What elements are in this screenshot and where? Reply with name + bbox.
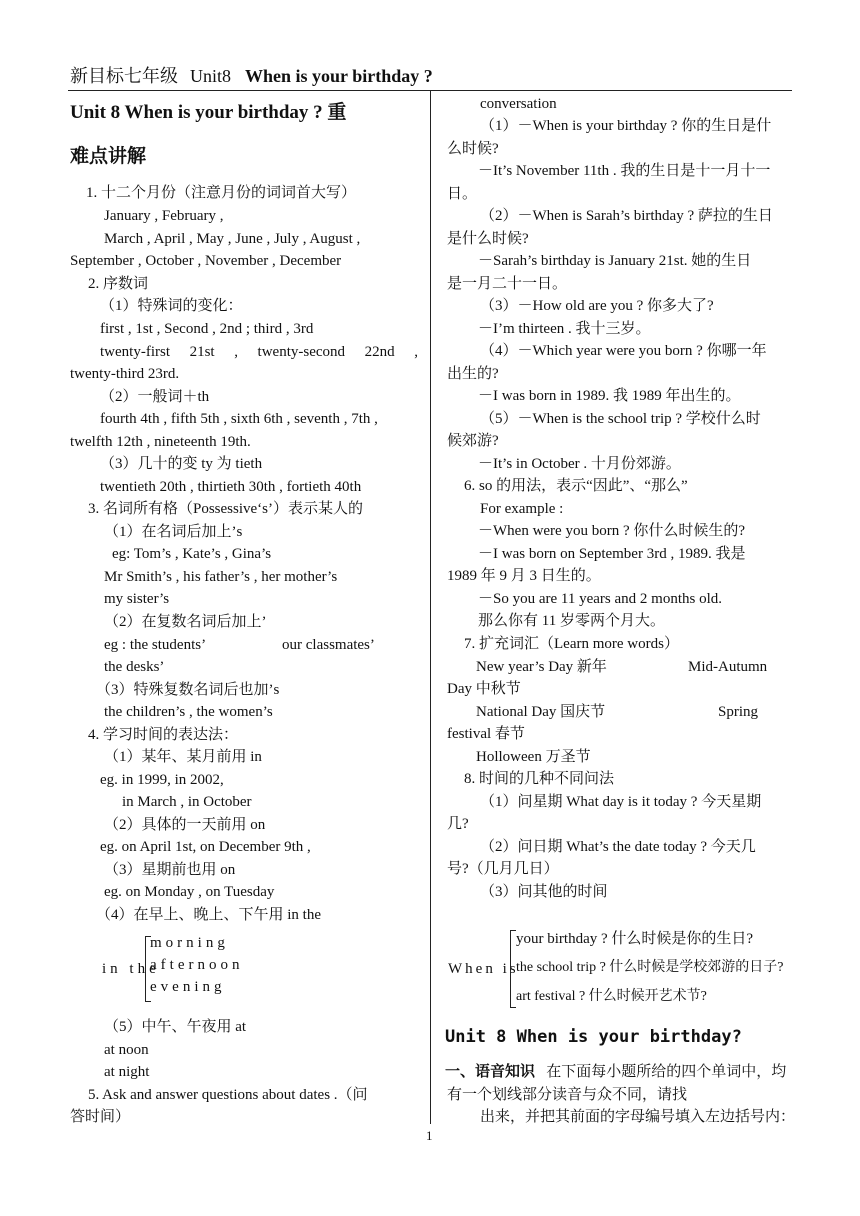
r3b: －I’m thirteen . 我十三岁。 — [478, 321, 651, 337]
s4-e: （5）中午、午夜用 at — [104, 1019, 247, 1035]
tod-afternoon: afternoon — [150, 957, 244, 973]
s2-c1: twentieth 20th , thirtieth 30th , fortieth 40th — [100, 479, 362, 495]
s5-cont: 答时间） — [70, 1109, 131, 1125]
r5a: （5）－When is the school trip ? 学校什么时 — [480, 411, 761, 427]
s4-c1: eg. on Monday , on Tuesday — [104, 884, 275, 900]
s3-b: （2）在复数名词后加上’ — [104, 614, 267, 630]
s4-a: （1）某年、某月前用 in — [104, 749, 262, 765]
s8-title: 8. 时间的几种不同问法 — [464, 771, 615, 787]
header-unit: Unit8 — [190, 66, 232, 86]
s2-a3: twenty-third 23rd. — [70, 366, 180, 382]
r4b: 出生的? — [447, 366, 499, 382]
s8-c: （3）问其他的时间 — [480, 884, 608, 900]
s7-4: festival 春节 — [447, 726, 525, 742]
s2-a2-6: , — [414, 344, 418, 360]
s5-title: 5. Ask and answer questions about dates .（问 — [88, 1087, 368, 1103]
s7-5: Holloween 万圣节 — [476, 749, 591, 765]
s3-c1: the children’s , the women’s — [104, 704, 273, 720]
s3-a3: my sister’s — [104, 591, 170, 607]
s4-a2: in March , in October — [122, 794, 252, 810]
s8-a: （1）问星期 What day is it today ? 今天星期 — [480, 794, 762, 810]
s2-b: （2）一般词＋th — [100, 389, 210, 405]
r1a: （1）－When is your birthday ? 你的生日是什 — [480, 118, 772, 134]
s4-title: 4. 学习时间的表达法： — [88, 727, 239, 743]
when-list — [516, 930, 806, 1006]
time-of-day-list — [150, 934, 244, 996]
s4-a1: eg. in 1999, in 2002, — [100, 772, 224, 788]
s7-3b: Spring — [718, 704, 759, 720]
r5c: －It’s in October . 十月份郊游。 — [478, 456, 681, 472]
when-item-birthday: your birthday ? 什么时候是你的生日? — [516, 931, 754, 947]
s3-a: （1）在名词后加上’s — [104, 524, 243, 540]
r3a: （3）－How old are you ? 你多大了? — [480, 298, 714, 314]
s2-a2-3: , — [234, 344, 238, 360]
s4-e1: at noon — [104, 1042, 149, 1058]
s2-c: （3）几十的变 ty 为 tieth — [100, 456, 263, 472]
s2-a2-5: 22nd — [364, 344, 395, 360]
r1b: 么时候? — [447, 141, 499, 157]
in-the-prefix: in the — [102, 961, 160, 977]
s2-title: 2. 序数词 — [88, 276, 149, 292]
s2-a1: first , 1st , Second , 2nd ; third , 3rd — [100, 321, 314, 337]
s6-4: 1989 年 9 月 3 日生的。 — [447, 568, 601, 584]
r1c: －It’s November 11th . 我的生日是十一月十一 — [478, 163, 771, 179]
r5b: 候郊游? — [447, 433, 499, 449]
s2-b1: fourth 4th , fifth 5th , sixth 6th , seventh , 7th , — [100, 411, 378, 427]
s7-title: 7. 扩充词汇（Learn more words） — [464, 636, 679, 652]
s3-b2: the desks’ — [104, 659, 165, 675]
s7-1b: Mid-Autumn — [688, 659, 768, 675]
s2-a: （1）特殊词的变化： — [100, 298, 243, 314]
s3-b1a: eg : the students’ — [104, 637, 207, 653]
page-header — [70, 62, 433, 88]
s1-line3: September , October , November , December — [70, 253, 342, 269]
part1-text: 在下面每小题所给的四个单词中，均 — [546, 1064, 787, 1080]
part1-3: 出来，并把其前面的字母编号填入左边括号内： — [480, 1109, 796, 1125]
heading-line-2: 难点讲解 — [70, 146, 147, 167]
part1-label: 一、语音知识 — [445, 1064, 536, 1080]
s3-c: （3）特殊复数名词后也加’s — [96, 682, 280, 698]
s2-b2: twelfth 12th , nineteenth 19th. — [70, 434, 251, 450]
column-divider — [430, 90, 431, 1124]
s3-b1b: our classmates’ — [282, 637, 375, 653]
s8-a2: 几? — [447, 816, 469, 832]
header-title-cn: 新目标七年级 — [70, 66, 178, 86]
s7-2: Day 中秋节 — [447, 681, 521, 697]
r4a: （4）－Which year were you born ? 你哪一年 — [480, 343, 767, 359]
tod-morning: morning — [150, 935, 229, 951]
when-item-school-trip: the school trip ? 什么时候是学校郊游的日子? — [516, 960, 784, 975]
s6-1: For example : — [480, 501, 564, 517]
s7-3a: National Day 国庆节 — [476, 704, 606, 720]
r4c: －I was born in 1989. 我 1989 年出生的。 — [478, 388, 741, 404]
s2-a2-1: twenty-first — [100, 344, 170, 360]
heading-line-1: Unit 8 When is your birthday ? 重 — [70, 102, 347, 123]
r0: conversation — [480, 96, 557, 112]
part1-2: 有一个划线部分读音与众不同，请找 — [447, 1087, 688, 1103]
s6-2: －When were you born ? 你什么时候生的? — [478, 523, 746, 539]
section-heading: Unit 8 When is your birthday? — [445, 1027, 742, 1047]
s4-e2: at night — [104, 1064, 150, 1080]
s6-3: －I was born on September 3rd , 1989. 我是 — [478, 546, 746, 562]
s8-b2: 号?（几月几日） — [447, 861, 559, 877]
s1-title: 1. 十二个月份（注意月份的词词首大写） — [86, 185, 357, 201]
s1-line1: January , February , — [104, 208, 224, 224]
when-is-prefix: When is — [448, 961, 519, 977]
s4-b: （2）具体的一天前用 on — [104, 817, 266, 833]
r2d: 是一月二十一日。 — [447, 276, 568, 292]
r2a: （2）－When is Sarah’s birthday ? 萨拉的生日 — [480, 208, 773, 224]
s6-6: 那么你有 11 岁零两个月大。 — [478, 613, 665, 629]
tod-evening: evening — [150, 979, 226, 995]
r1d: 日。 — [447, 186, 478, 202]
s2-a2-2: 21st — [189, 344, 215, 360]
s4-d: （4）在早上、晚上、下午用 in the — [96, 907, 321, 923]
s7-1a: New year’s Day 新年 — [476, 659, 607, 675]
s1-line2: March , April , May , June , July , August , — [104, 231, 361, 247]
header-title-en: When is your birthday ? — [245, 66, 433, 86]
s2-a2-4: twenty-second — [257, 344, 346, 360]
s6-5: －So you are 11 years and 2 months old. — [478, 591, 722, 607]
s4-c: （3）星期前也用 on — [104, 862, 236, 878]
s6-title: 6. so 的用法，表示“因此”、“那么” — [464, 478, 688, 494]
s2-a2 — [100, 343, 418, 361]
s8-b: （2）问日期 What’s the date today ? 今天几 — [480, 839, 756, 855]
part1-line — [445, 1063, 786, 1081]
r2b: 是什么时候? — [447, 231, 529, 247]
s3-title: 3. 名词所有格（Possessive‘s’）表示某人的 — [88, 501, 364, 517]
page-number: 1 — [426, 1128, 433, 1143]
s3-a1: eg: Tom’s , Kate’s , Gina’s — [112, 546, 272, 562]
s4-b1: eg. on April 1st, on December 9th , — [100, 839, 311, 855]
when-item-art-festival: art festival ? 什么时候开艺术节? — [516, 989, 707, 1004]
r2c: －Sarah’s birthday is January 21st. 她的生日 — [478, 253, 752, 269]
s3-a2: Mr Smith’s , his father’s , her mother’s — [104, 569, 338, 585]
